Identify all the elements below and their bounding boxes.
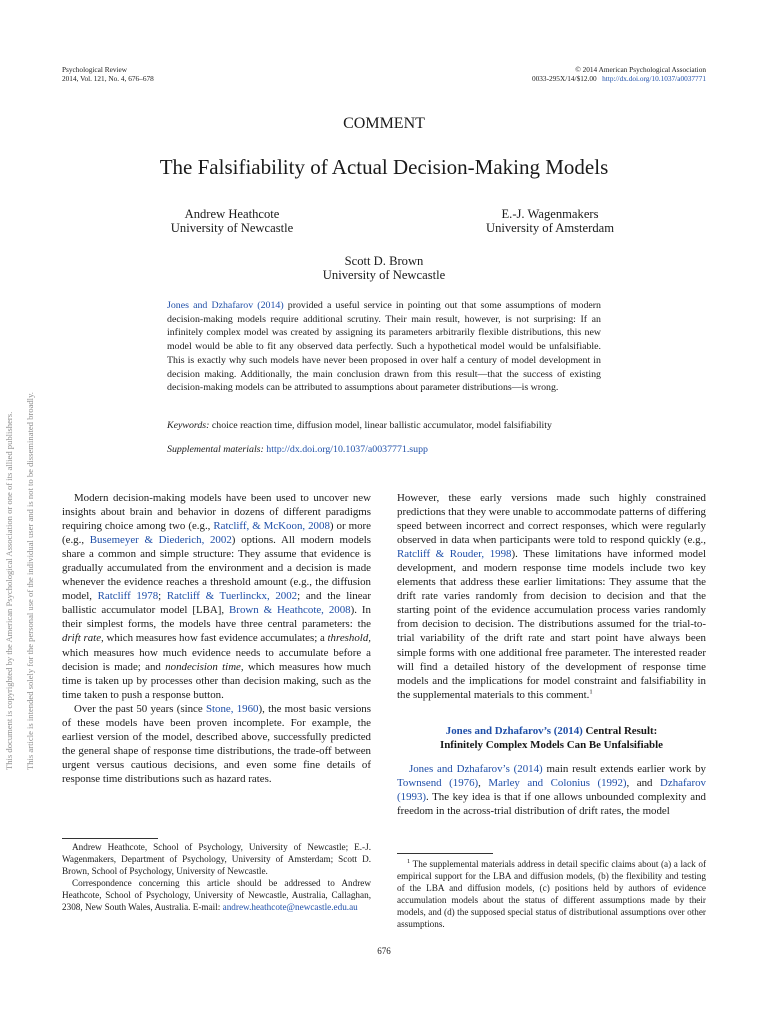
emphasis-term: nondecision time, (165, 660, 244, 673)
citation-link[interactable]: Ratcliff & Rouder, 1998 (397, 548, 512, 561)
footnote-rule (62, 838, 158, 839)
abstract (167, 299, 601, 395)
author-name: E.-J. Wagenmakers (501, 207, 599, 221)
citation-link[interactable]: Jones and Dzhafarov’s (2014) (445, 724, 583, 737)
journal-header (62, 66, 154, 83)
body-text: main result extends earlier work by (542, 762, 706, 775)
citation-link[interactable]: Busemeyer & Diederich, 2002 (89, 534, 232, 547)
article-title: The Falsifiability of Actual Decision-Making Models (159, 155, 609, 179)
body-column-right (397, 491, 706, 818)
author-note (62, 842, 371, 913)
section-heading (397, 724, 706, 752)
body-text: ; and the linear ballistic accumulator model [LBA], (62, 590, 371, 617)
citation-link[interactable]: Ratcliff, & McKoon, 2008 (213, 520, 330, 533)
citation-link[interactable]: Jones and Dzhafarov’s (2014) (409, 762, 543, 775)
citation-link[interactable]: Ratcliff & Tuerlinckx, 2002 (166, 590, 298, 603)
heading-line-1 (397, 724, 706, 738)
body-text: , and (626, 776, 661, 789)
author-affiliations-note: Andrew Heathcote, School of Psychology, University of Newcastle; E.-J. Wagenmakers, Department of Psychology, University of Amsterdam; Scott D. Brown, School of Psychology, University of Newcastle. (62, 842, 371, 876)
body-text: Over the past 50 years (since (74, 702, 206, 715)
page-number: 676 (377, 946, 391, 956)
keywords-label: Keywords: (167, 420, 210, 431)
keywords-text: choice reaction time, diffusion model, linear ballistic accumulator, model falsifiability (209, 420, 552, 431)
body-text: ; (158, 590, 167, 603)
footnote-1 (397, 859, 706, 930)
author-block-1 (150, 207, 314, 235)
author-block-3 (309, 254, 459, 282)
heading-text: Central Result: (582, 724, 658, 737)
section-label: COMMENT (343, 115, 425, 132)
author-affiliation: University of Newcastle (170, 221, 294, 235)
abstract-text: provided a useful service in pointing out that some assumptions of modern decision-making models require additional scrutiny. Their main result, however, is not surprising: If an infinitely complex model was created by assigning its parameters arbitrarily flexible distributions, this new model would be able to fit any observed data perfectly. Such a hypothetical model would be unfalsifiable. This is exactly why such models have never been proposed in over half a century of model development in decision making. Additionally, the main conclusion drawn from this result—that the success of existing decision-making models can be attributed to assumptions about parameter distributions—is wrong. (167, 300, 601, 394)
emphasis-term: drift rate, (62, 632, 104, 645)
body-text: ). These limitations have informed model development, and modern response time models include two key elements that address these earlier limitations: They assume that the drift rate varies randomly from decision to decision and that the starting point of the evidence accumulation process varies randomly from decision to decision. The distributions assumed for the trial-to-trial variability of the drift rate and start point have always been simple forms with one additional free parameter. The interested reader will find a detailed history of the development of response time models and the implications for model constraint and falsifiability in the supplemental materials to this comment. (397, 548, 706, 701)
body-text: which measures how much evidence needs to accumulate before a decision is made; and (62, 646, 371, 673)
author-affiliation: University of Amsterdam (485, 221, 614, 235)
footnote-text: The supplemental materials address in detail specific claims about (a) a lack of empirical support for the LBA and diffusion models, (b) the flexibility and testing of the LBA and diffusion models, (c) positions held by authors of evidence accumulation models about the status of different assumptions made by their models, and (d) the supposed special status of distributional assumptions over other assumptions. (397, 859, 706, 929)
supplemental-materials (167, 443, 601, 456)
footnote (397, 859, 706, 930)
body-text: ) options. All modern models share a common and simple structure: They assume that evidence is gradually accumulated from the environment and a decision is made whenever the evidence reaches a threshold amount (e.g., the diffusion model, (62, 534, 372, 603)
author-affiliation: University of Newcastle (322, 268, 446, 282)
body-text: . The key idea is that if one allows unbounded complexity and freedom in the across-trial distribution of drift rates, the model (397, 790, 706, 817)
body-text: ), the most basic versions of these models have been proven incomplete. For example, the earliest version of the model, described above, successfully predicted the general shape of response time distributions, the trade-off between urgent versus cautious decisions, and even some fine details of response time distributions such as hazard rates. (62, 702, 371, 785)
body-paragraph (62, 702, 371, 786)
body-text: ) or more (e.g., (62, 520, 371, 547)
supplemental-link[interactable]: http://dx.doi.org/10.1037/a0037771.supp (266, 444, 428, 455)
citation-link[interactable]: Ratcliff 1978 (97, 590, 159, 603)
copyright-header (532, 66, 706, 83)
footnote-rule (397, 853, 493, 854)
citation-link[interactable]: Townsend (1976) (397, 776, 479, 789)
correspondence-note (62, 878, 371, 914)
supplemental-label: Supplemental materials: (167, 444, 264, 455)
body-text: However, these early versions made such highly constrained predictions that they were unable to accommodate patterns of differing speed between incorrect and correct responses, which were regularly observed in data when participants were told to respond quickly (e.g., (397, 492, 706, 547)
side-notice-line-2: This article is intended solely for the personal use of the individual user and is not to be disseminated broadly. (25, 392, 35, 770)
citation-link[interactable]: Stone, 1960 (205, 702, 259, 715)
heading-line-2: Infinitely Complex Models Can Be Unfalsifiable (440, 738, 663, 751)
footnote-marker[interactable]: 1 (589, 688, 593, 696)
copyright-side-notice (0, 0, 35, 770)
issn: 0033-295X/14/$12.00 (531, 73, 597, 83)
issn-doi-line (532, 75, 706, 84)
body-text: , (478, 776, 489, 789)
body-paragraph (62, 491, 371, 702)
citation-link[interactable]: Jones and Dzhafarov (2014) (167, 300, 284, 311)
body-text: ). In their simplest forms, the models have three central parameters: the (62, 604, 372, 631)
side-notice-line-1: This document is copyrighted by the American Psychological Association or one of its allied publishers. (4, 411, 14, 770)
body-text: which measures how fast evidence accumulates; a (103, 632, 328, 645)
doi-link[interactable]: http://dx.doi.org/10.1037/a0037771 (602, 73, 706, 83)
body-paragraph (397, 762, 706, 818)
volume-info: 2014, Vol. 121, No. 4, 676–678 (62, 73, 154, 83)
citation-link[interactable]: Marley and Colonius (1992) (488, 776, 627, 789)
body-column-left (62, 491, 371, 786)
body-text: Modern decision-making models have been used to uncover new insights about brain and behavior in dozens of different paradigms requiring choice among two (e.g., (62, 492, 371, 533)
journal-name: Psychological Review (62, 65, 128, 74)
author-name: Scott D. Brown (344, 254, 424, 268)
correspondence-text: Correspondence concerning this article should be addressed to Andrew Heathcote, School of Psychology, University of Newcastle, Australia, Callaghan, 2308, New South Wales, Australia. E-mail: (62, 877, 371, 912)
citation-link[interactable]: Brown & Heathcote, 2008 (229, 604, 351, 617)
author-name: Andrew Heathcote (184, 207, 280, 221)
footnote-number: 1 (407, 857, 411, 865)
citation-link[interactable]: Dzhafarov (1993) (397, 776, 706, 803)
author-block-2 (470, 207, 630, 235)
keywords (167, 419, 601, 432)
copyright-line: © 2014 American Psychological Association (575, 65, 706, 74)
body-text: which measures how much time is taken up by processes other than decision making, such as the time taken to push a response button. (62, 660, 371, 701)
email-link[interactable]: andrew.heathcote@newcastle.edu.au (222, 901, 358, 912)
body-paragraph (397, 491, 706, 702)
emphasis-term: threshold, (327, 632, 371, 645)
